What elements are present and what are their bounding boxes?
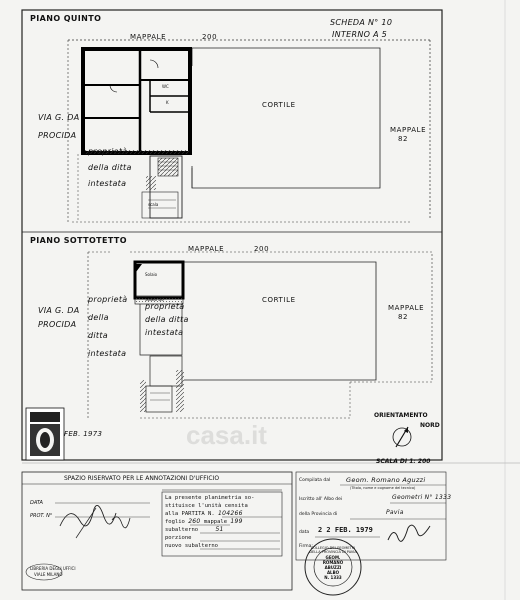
owner-left-3: ditta [88, 331, 108, 340]
courtyard-label: CORTILE [262, 101, 296, 109]
mappale-word: mappale [203, 519, 228, 525]
seal-ring-text: COLLEGIO DEI GEOMETRI DELLA PROVINCIA DI PAVIA [309, 546, 357, 554]
street-line-2-b: PROCIDA [38, 320, 77, 329]
owner-line-3: intestata [88, 179, 127, 188]
data-label: DATA [30, 500, 43, 506]
registered-label: Iscritto all' Albo dei [299, 497, 343, 502]
courtyard-outline [192, 48, 380, 188]
date-value: 2 2 FEB. 1979 [318, 526, 373, 534]
seal-line-3: ABUZZI [324, 565, 342, 570]
compiler-sub: (Titolo, nome e cognome del tecnico) [350, 486, 416, 490]
seal-line-2: ROMANO [322, 560, 344, 565]
date-label: data [299, 530, 310, 535]
seal-center [313, 555, 353, 580]
foglio-number: 260 [188, 518, 201, 525]
subalterno-row [165, 526, 254, 534]
attic-room-label: Solaio [145, 272, 158, 277]
orientation-label: ORIENTAMENTO [374, 412, 428, 419]
prot-label: PROT. N° [30, 513, 53, 519]
owner-inner-1: proprietà [145, 302, 185, 311]
libreria-line-2: VIALE MILANO [34, 572, 63, 577]
partita-number: 104266 [217, 510, 243, 517]
owner-left-4: intestata [88, 349, 127, 358]
street-line-2: PROCIDA [38, 131, 77, 140]
room-k-label: K [166, 100, 169, 105]
owner-line-2: della ditta [88, 163, 132, 172]
notice-block [165, 494, 254, 550]
floor-title-piano-quinto: PIANO QUINTO [30, 14, 102, 23]
seal-line-4: ALBO [326, 570, 340, 575]
owner-left-1: proprietà [88, 295, 128, 304]
courtyard-outline-sottotetto [184, 262, 376, 380]
mappale-right-label: MAPPALE [390, 126, 427, 134]
mappale-number: 199 [230, 518, 243, 525]
office-signature [60, 505, 116, 526]
property-boundary-sottotetto [88, 252, 432, 418]
mappale-top-number: 200 [202, 33, 218, 41]
property-boundary-top [68, 40, 430, 220]
sign-label: Firma: [299, 544, 313, 549]
mappale-right-label-2: MAPPALE [388, 304, 425, 312]
libreria-line-1: LIBRERIA DEGLI UFFICI [30, 566, 76, 571]
apartment-outline [83, 49, 190, 153]
notice-line-1: La presente planimetria so- [165, 495, 255, 501]
owner-inner-3: intestata [145, 328, 184, 337]
mappale-top-label-2: MAPPALE [188, 245, 225, 253]
interno-label: INTERNO A 5 [332, 30, 388, 39]
mappale-right-number-2: 82 [398, 313, 409, 321]
scheda-label: SCHEDA N° 10 [330, 18, 393, 27]
subalterno-label: subalterno [165, 527, 199, 533]
owner-line-1: proprietà [88, 147, 128, 156]
floor-title-sottotetto: PIANO SOTTOTETTO [30, 236, 127, 245]
watermark-text: casa.it [186, 420, 267, 450]
stamp-date-handwritten: FEB. 1973 [64, 430, 103, 438]
compiled-label: Compilata dal [299, 478, 331, 483]
room-wc-label: WC [162, 84, 169, 89]
attic-room-sub-label: Solaio B6 [145, 297, 164, 302]
subalterno-number: 51 [215, 526, 224, 533]
notice-line-3: alla PARTITA N. [165, 511, 215, 517]
owner-inner-2: della ditta [145, 315, 189, 324]
office-header: SPAZIO RISERVATO PER LE ANNOTAZIONI D'UFFICIO [64, 475, 220, 482]
owner-left-2: della [88, 313, 109, 322]
north-label: NORD [420, 422, 440, 429]
attic-room [135, 262, 183, 298]
seal-line-5: N. 1333 [324, 575, 342, 580]
mappale-top-label: MAPPALE [130, 33, 167, 41]
notice-line-4-row [165, 518, 254, 526]
street-line-1: VIA G. DA [38, 113, 80, 122]
registered-value: Geometri N° 1333 [392, 494, 452, 501]
street-line-1-b: VIA G. DA [38, 306, 80, 315]
notice-line-2: stituisce l'unità censita [165, 503, 248, 509]
stair-label: scala [148, 202, 159, 207]
courtyard-label-2: CORTILE [262, 296, 296, 304]
notice-line-3-row [165, 510, 254, 518]
notice-line-4: foglio [165, 519, 185, 525]
compiler-name: Geom. Romano Aguzzi [346, 476, 426, 484]
scale-label: SCALA DI 1: 200 [376, 458, 431, 465]
mappale-right-number: 82 [398, 135, 409, 143]
porzione-label: porzione [165, 535, 192, 541]
mappale-top-number-2: 200 [254, 245, 270, 253]
nuovo-subalterno-label: nuovo subalterno [165, 543, 218, 549]
province-label: della Provincia di [299, 512, 338, 517]
compiler-signature [388, 525, 430, 541]
seal-line-1: GEOM. [325, 555, 341, 560]
province-value: Pavia [386, 509, 404, 516]
